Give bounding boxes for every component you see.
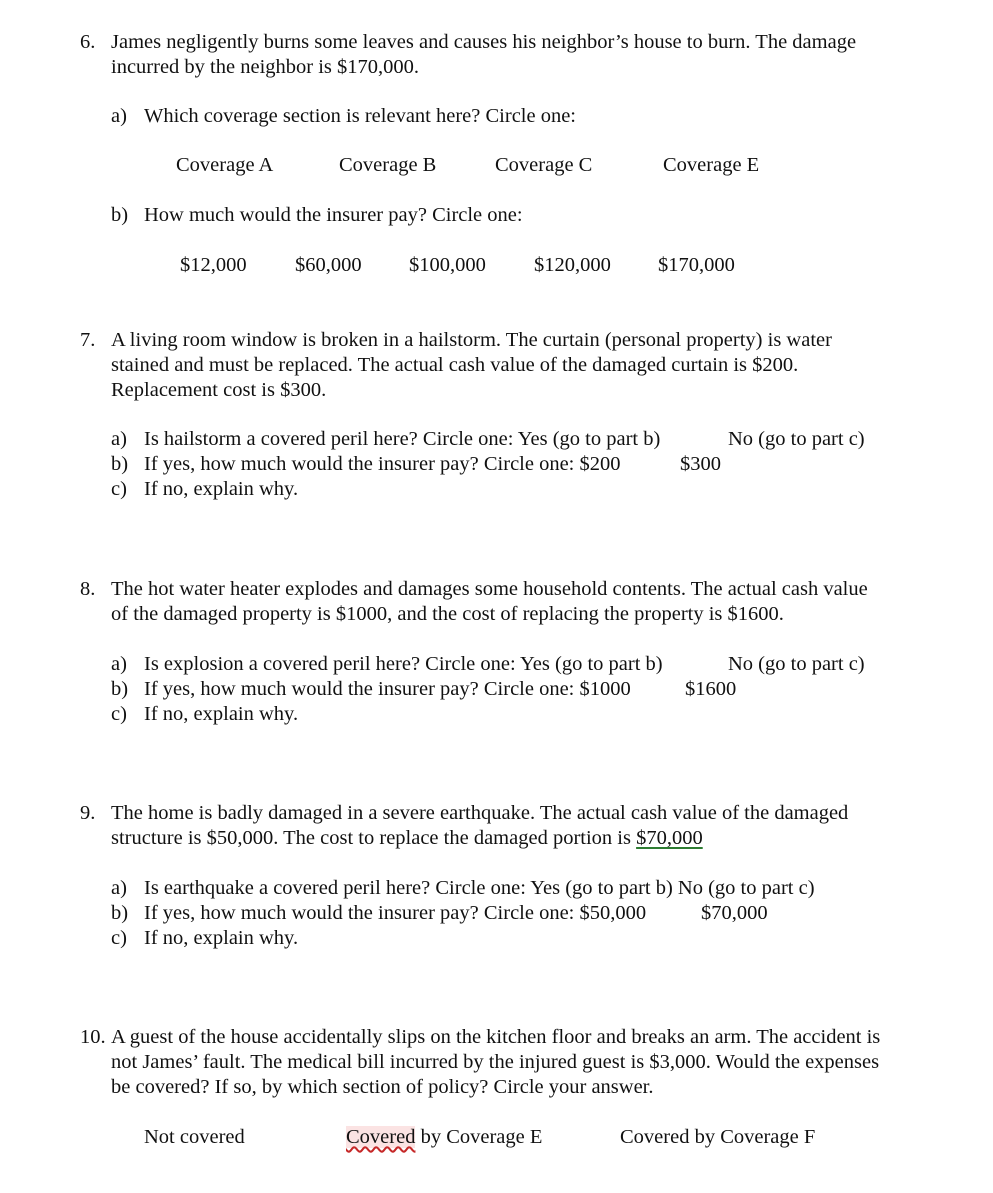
q6b-label: b) bbox=[111, 204, 129, 226]
q8b-option-1600[interactable]: $1600 bbox=[685, 678, 737, 700]
q8c-question: If no, explain why. bbox=[144, 703, 299, 725]
q6b-option-120000[interactable]: $120,000 bbox=[534, 254, 611, 276]
q10-text-line3: be covered? If so, by which section of policy? Circle your answer. bbox=[111, 1076, 654, 1098]
q9-number: 9. bbox=[80, 802, 96, 824]
q10-option-covered-e[interactable] bbox=[346, 1125, 542, 1150]
q9c-question: If no, explain why. bbox=[144, 927, 299, 949]
q7a-option-no[interactable]: No (go to part c) bbox=[728, 428, 865, 450]
q9-amount-underlined: $70,000 bbox=[636, 827, 703, 849]
q6b-question: How much would the insurer pay? Circle one: bbox=[144, 204, 523, 226]
q9-text-line1: The home is badly damaged in a severe earthquake. The actual cash value of the damaged bbox=[111, 802, 849, 824]
q9b-label: b) bbox=[111, 902, 129, 924]
q6b-option-60000[interactable]: $60,000 bbox=[295, 254, 362, 276]
q10-text-line1: A guest of the house accidentally slips on the kitchen floor and breaks an arm. The accident is bbox=[111, 1026, 881, 1048]
q10-number: 10. bbox=[80, 1026, 106, 1048]
q9-text-line2 bbox=[111, 826, 703, 851]
q10-option-covered-f[interactable]: Covered by Coverage F bbox=[620, 1126, 816, 1148]
q7-text-line1: A living room window is broken in a hailstorm. The curtain (personal property) is water bbox=[111, 329, 832, 351]
q10-covered-word-flagged: Covered bbox=[346, 1126, 416, 1148]
q7a-question: Is hailstorm a covered peril here? Circle one: Yes (go to part b) bbox=[144, 428, 661, 450]
q7b-option-300[interactable]: $300 bbox=[680, 453, 721, 475]
q6b-option-12000[interactable]: $12,000 bbox=[180, 254, 247, 276]
q6a-option-coverage-c[interactable]: Coverage C bbox=[495, 154, 593, 176]
q7b-label: b) bbox=[111, 453, 129, 475]
q10-covered-e-rest: by Coverage E bbox=[415, 1126, 543, 1148]
q9a-question: Is earthquake a covered peril here? Circle one: Yes (go to part b) No (go to part c) bbox=[144, 877, 815, 899]
q8b-label: b) bbox=[111, 678, 129, 700]
q10-option-not-covered[interactable]: Not covered bbox=[144, 1126, 245, 1148]
q7-text-line2: stained and must be replaced. The actual cash value of the damaged curtain is $200. bbox=[111, 354, 799, 376]
q6a-option-coverage-a[interactable]: Coverage A bbox=[176, 154, 274, 176]
q6b-option-170000[interactable]: $170,000 bbox=[658, 254, 735, 276]
q8-number: 8. bbox=[80, 578, 96, 600]
q6-text-line2: incurred by the neighbor is $170,000. bbox=[111, 56, 420, 78]
q6-text-line1: James negligently burns some leaves and causes his neighbor’s house to burn. The damage bbox=[111, 31, 857, 53]
q8a-option-no[interactable]: No (go to part c) bbox=[728, 653, 865, 675]
q8b-question: If yes, how much would the insurer pay? Circle one: $1000 bbox=[144, 678, 631, 700]
q8a-label: a) bbox=[111, 653, 127, 675]
q9b-option-70000[interactable]: $70,000 bbox=[701, 902, 768, 924]
q8-text-line2: of the damaged property is $1000, and the cost of replacing the property is $1600. bbox=[111, 603, 784, 625]
q6b-option-100000[interactable]: $100,000 bbox=[409, 254, 486, 276]
q7c-label: c) bbox=[111, 478, 127, 500]
q8-text-line1: The hot water heater explodes and damages some household contents. The actual cash value bbox=[111, 578, 868, 600]
q7b-question: If yes, how much would the insurer pay? Circle one: $200 bbox=[144, 453, 621, 475]
q8c-label: c) bbox=[111, 703, 127, 725]
q8a-question: Is explosion a covered peril here? Circle one: Yes (go to part b) bbox=[144, 653, 663, 675]
q7-text-line3: Replacement cost is $300. bbox=[111, 379, 327, 401]
q7c-question: If no, explain why. bbox=[144, 478, 299, 500]
q9a-label: a) bbox=[111, 877, 127, 899]
q9b-question: If yes, how much would the insurer pay? Circle one: $50,000 bbox=[144, 902, 647, 924]
q7-number: 7. bbox=[80, 329, 96, 351]
q6a-label: a) bbox=[111, 105, 127, 127]
q6a-option-coverage-e[interactable]: Coverage E bbox=[663, 154, 760, 176]
q10-text-line2: not James’ fault. The medical bill incurred by the injured guest is $3,000. Would the expenses bbox=[111, 1051, 880, 1073]
q6a-option-coverage-b[interactable]: Coverage B bbox=[339, 154, 437, 176]
q9-text-line2-main: structure is $50,000. The cost to replace the damaged portion is bbox=[111, 827, 631, 849]
q7a-label: a) bbox=[111, 428, 127, 450]
q6-number: 6. bbox=[80, 31, 96, 53]
q9c-label: c) bbox=[111, 927, 127, 949]
q6a-question: Which coverage section is relevant here? Circle one: bbox=[144, 105, 577, 127]
